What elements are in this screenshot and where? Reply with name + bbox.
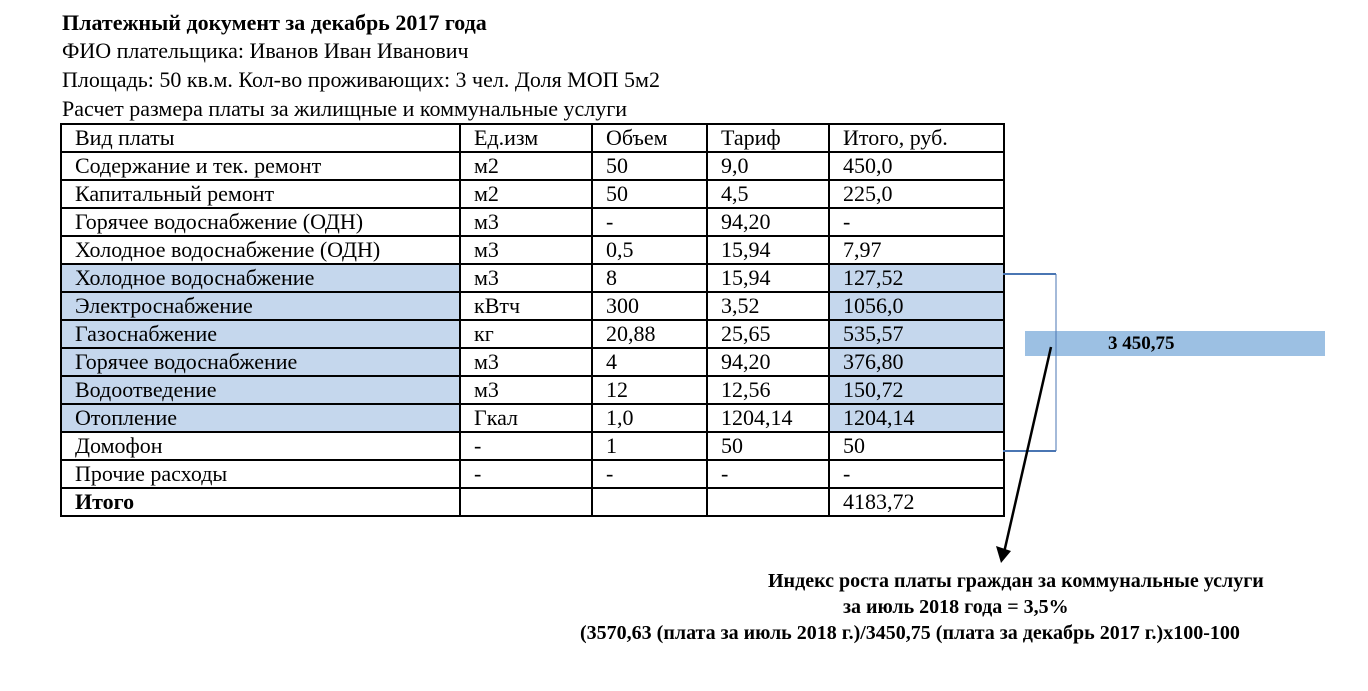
table-cell: Гкал	[460, 404, 592, 432]
table-cell: 9,0	[707, 152, 829, 180]
table-cell: м2	[460, 180, 592, 208]
table-cell: Горячее водоснабжение	[61, 348, 460, 376]
table-cell: 7,97	[829, 236, 1004, 264]
table-cell: м3	[460, 376, 592, 404]
table-cell: Содержание и тек. ремонт	[61, 152, 460, 180]
table-cell: 450,0	[829, 152, 1004, 180]
table-cell: Электроснабжение	[61, 292, 460, 320]
table-cell: 94,20	[707, 348, 829, 376]
table-cell: 12	[592, 376, 707, 404]
table-cell: -	[829, 208, 1004, 236]
table-cell: м3	[460, 348, 592, 376]
table-cell: 15,94	[707, 264, 829, 292]
table-cell: 1204,14	[829, 404, 1004, 432]
table-row	[61, 348, 1004, 376]
area-info: Площадь: 50 кв.м. Кол-во проживающих: 3 чел. Доля МОП 5м2	[62, 67, 660, 92]
table-cell: 94,20	[707, 208, 829, 236]
total-label: Итого	[61, 488, 460, 516]
table-cell: м3	[460, 236, 592, 264]
header-cell: Вид платы	[61, 124, 460, 152]
total-value: 4183,72	[829, 488, 1004, 516]
sum-bar	[1025, 331, 1325, 356]
header-cell: Ед.изм	[460, 124, 592, 152]
table-cell: 0,5	[592, 236, 707, 264]
table-cell: -	[460, 432, 592, 460]
table-cell: 376,80	[829, 348, 1004, 376]
table-cell: Водоотведение	[61, 376, 460, 404]
table-cell: Горячее водоснабжение (ОДН)	[61, 208, 460, 236]
table-row	[61, 208, 1004, 236]
table-row	[61, 292, 1004, 320]
table-row	[61, 376, 1004, 404]
table-cell: -	[460, 460, 592, 488]
calculation-title: Расчет размера платы за жилищные и коммунальные услуги	[62, 96, 628, 121]
table-cell: 20,88	[592, 320, 707, 348]
header-cell: Итого, руб.	[829, 124, 1004, 152]
document-title: Платежный документ за декабрь 2017 года	[62, 10, 487, 35]
table-cell: 1	[592, 432, 707, 460]
table-cell: м3	[460, 264, 592, 292]
table-row	[61, 264, 1004, 292]
table-cell: 150,72	[829, 376, 1004, 404]
table-header-row	[61, 124, 1004, 152]
table-cell: 3,52	[707, 292, 829, 320]
payments-table-body	[61, 124, 1004, 516]
table-cell: м3	[460, 208, 592, 236]
table-cell: -	[592, 208, 707, 236]
empty-cell	[460, 488, 592, 516]
table-cell: Газоснабжение	[61, 320, 460, 348]
table-cell: кг	[460, 320, 592, 348]
table-row	[61, 432, 1004, 460]
table-cell: 4,5	[707, 180, 829, 208]
table-row	[61, 152, 1004, 180]
table-cell: 50	[592, 180, 707, 208]
bracket-sum-value: 3 450,75	[1108, 333, 1175, 354]
table-cell: 50	[592, 152, 707, 180]
header-cell: Объем	[592, 124, 707, 152]
table-cell: 8	[592, 264, 707, 292]
table-cell: Холодное водоснабжение	[61, 264, 460, 292]
table-cell: 50	[707, 432, 829, 460]
table-row	[61, 320, 1004, 348]
arrow-line	[1003, 347, 1051, 557]
total-row	[61, 488, 1004, 516]
header-cell: Тариф	[707, 124, 829, 152]
table-row	[61, 460, 1004, 488]
table-cell: Холодное водоснабжение (ОДН)	[61, 236, 460, 264]
table-cell: 15,94	[707, 236, 829, 264]
table-cell: -	[707, 460, 829, 488]
table-cell: 1,0	[592, 404, 707, 432]
payments-table	[60, 123, 1005, 517]
note-line-2: за июль 2018 года = 3,5%	[843, 596, 1069, 618]
table-row	[61, 404, 1004, 432]
table-cell: Отопление	[61, 404, 460, 432]
table-cell: 225,0	[829, 180, 1004, 208]
note-line-1: Индекс роста платы граждан за коммунальные услуги	[768, 570, 1264, 592]
table-cell: 50	[829, 432, 1004, 460]
table-cell: 300	[592, 292, 707, 320]
table-cell: 1056,0	[829, 292, 1004, 320]
note-line-3: (3570,63 (плата за июль 2018 г.)/3450,75 (плата за декабрь 2017 г.)х100-100	[580, 622, 1240, 644]
empty-cell	[592, 488, 707, 516]
arrow-head-icon	[996, 546, 1011, 563]
table-cell: -	[592, 460, 707, 488]
table-cell: -	[829, 460, 1004, 488]
table-cell: кВтч	[460, 292, 592, 320]
table-cell: 1204,14	[707, 404, 829, 432]
table-cell: 127,52	[829, 264, 1004, 292]
table-cell: Прочие расходы	[61, 460, 460, 488]
table-cell: 535,57	[829, 320, 1004, 348]
table-cell: м2	[460, 152, 592, 180]
table-cell: 4	[592, 348, 707, 376]
table-row	[61, 180, 1004, 208]
table-cell: 25,65	[707, 320, 829, 348]
empty-cell	[707, 488, 829, 516]
table-row	[61, 236, 1004, 264]
payer-name: ФИО плательщика: Иванов Иван Иванович	[62, 38, 469, 63]
table-cell: Капитальный ремонт	[61, 180, 460, 208]
table-cell: 12,56	[707, 376, 829, 404]
table-cell: Домофон	[61, 432, 460, 460]
